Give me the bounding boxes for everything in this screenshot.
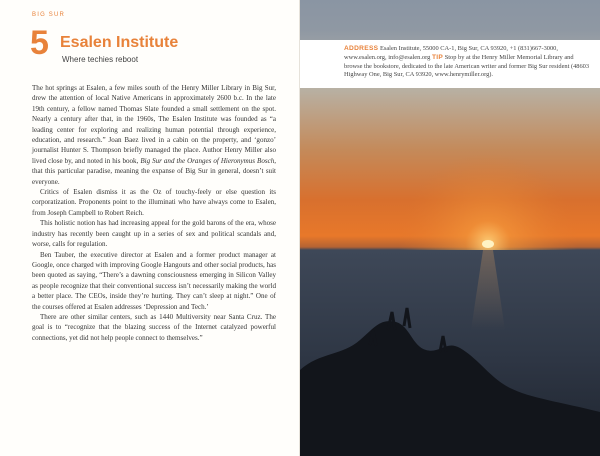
tip-label: TIP [431, 53, 444, 61]
address-text: Esalen Institute, 55000 CA-1, Big Sur, CA 93920, +1 (831)667-3000, www.esalen.org, info@esalen.org [344, 45, 558, 61]
chapter-number: 5 [30, 24, 49, 62]
shrub-silhouette [300, 321, 600, 456]
address-label: ADDRESS [344, 45, 379, 52]
sun-glow [300, 150, 600, 250]
info-box [300, 40, 600, 88]
sun [482, 240, 494, 248]
sunset-photo [300, 0, 600, 456]
paragraph: Critics of Esalen dismiss it as the Oz of touchy-feely or else question its corporatization. Proponents point to the illuminati who have always come to Esalen, from Joseph Campbell to Robert Reich. [32, 188, 276, 217]
chapter-subtitle: Where techies reboot [62, 55, 139, 64]
tip-text: Stop by at the Henry Miller Memorial Library and browse the bookstore, dedicated to the late American writer and former Big Sur resident (48603 Highway One, Big Sur, CA 93920, www.henrymiller.org). [344, 53, 590, 79]
paragraph: There are other similar centers, such as 1440 Multiversity near Santa Cruz. The goal is to “recognize that the blazing success of the Internet catalyzed powerful connections, yet did not help people connect to themselves.” [32, 312, 276, 342]
running-head: BIG SUR [32, 12, 66, 18]
book-title: Big Sur and the Oranges of Hieronymus Bosch [140, 156, 275, 165]
sun-reflection [471, 250, 505, 330]
paragraph: The hot springs at Esalen, a few miles south of the Henry Miller Library in Big Sur, drew the attention of local Native Americans in approximately 2600 b.c. In the late 19th century, a fellow named Thomas Slate founded a small settlement on the spot. Nearly a century after that, in the 1960s, The Esalen Institute was founded as “a leading center for exploring and realizing human potential through experience, education, and research.” Joan Baez lived in a cabin on the property, and ‘gonzo’ journalist Hunter S. Thompson briefly managed the place. Author Henry Miller also lived close by, and noted in his book, Big Sur and the Oranges of Hieronymus Bosch, that this particular paradise, meaning the expanse of Big Sur in general, doesn’t suit everyone. [32, 84, 277, 186]
paragraph: This holistic notion has had increasing appeal for the gold barons of the era, whose industry has recently been caught up in a series of sex and political scandals and, worse, calls for regulation. [32, 219, 276, 249]
body-text [32, 83, 276, 343]
chapter-title: Esalen Institute [60, 34, 179, 51]
paragraph: Ben Tauber, the executive director at Esalen and a former product manager at Google, once charged with improving Google Hangouts and other social products, has been quoted as saying, “There’s a dawning consciousness emerging in Silicon Valley as people recognize that their conventional success isn’t necessarily making the world a better place. The CEOs, inside they’re hurting. They can’t sleep at night.” One of the courses offered at Esalen addresses ‘Depression and Tech.’ [32, 250, 276, 311]
